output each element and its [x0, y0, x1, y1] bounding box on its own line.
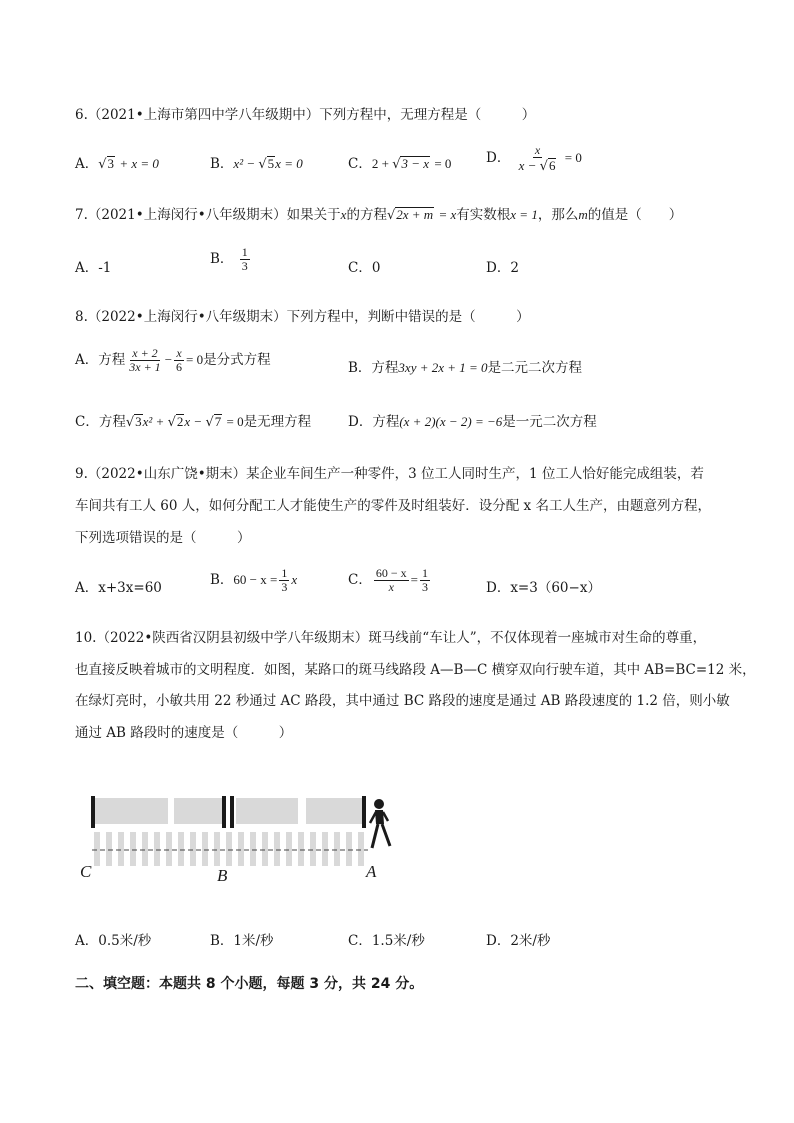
- q10-stem-line2: 也直接反映着城市的文明程度．如图，某路口的斑马线路段 A—B—C 横穿双向行驶车道，其中 AB=BC=12 米，: [75, 662, 756, 678]
- q8-option-b[interactable]: B．方程3xy + 2x + 1 = 0是二元二次方程: [348, 360, 583, 376]
- q10-stem-line3: 在绿灯亮时，小敏共用 22 秒通过 AC 路段，其中通过 BC 路段的速度是通过 AB 路段速度的 1.2 倍，则小敏: [75, 693, 730, 709]
- point-a-label: A: [366, 862, 377, 881]
- q9-option-c[interactable]: C． $\frac{60 - x}{x}$ = $\frac{1}{3}$: [348, 566, 428, 594]
- point-c-label: C: [80, 862, 92, 881]
- q8-stem: 8.（2022•上海闵行•八年级期末）下列方程中，判断中错误的是（ ）: [75, 309, 530, 325]
- q6-option-c[interactable]: C．2 + √3 − x = 0: [348, 156, 452, 172]
- q6-option-d[interactable]: D． $\frac{x}{x - √6}$ = 0: [486, 143, 582, 174]
- q6-stem: 6.（2021•上海市第四中学八年级期中）下列方程中，无理方程是（ ）: [75, 107, 536, 123]
- q8-option-c[interactable]: C．方程√3x² + √2x − √7 = 0是无理方程: [75, 414, 312, 430]
- q7-option-d[interactable]: D．2: [486, 260, 519, 276]
- q10-option-b[interactable]: B．1米/秒: [210, 933, 274, 949]
- radicand: 3: [107, 156, 115, 171]
- q9-option-b[interactable]: B．60 − x = $\frac{1}{3}$ x: [210, 566, 298, 594]
- q9-stem-line3: 下列选项错误的是（ ）: [75, 530, 251, 546]
- q10-stem-line1: 10.（2022•陕西省汉阴县初级中学八年级期末）斑马线前“车让人”，不仅体现着一座城市对生命的尊重，: [75, 630, 707, 646]
- q7-option-b[interactable]: B． $\frac{1}{3}$: [210, 245, 248, 273]
- q8-option-a[interactable]: A．方程 $\frac{x + 2}{3x + 1}$ − $\frac{x}{6}$ = 0是分式方程: [75, 346, 271, 374]
- q9-stem-line1: 9.（2022•山东广饶•期末）某企业车间生产一种零件，3 位工人同时生产，1 位工人恰好能完成组装，若: [75, 466, 704, 482]
- pedestrian-icon: [370, 799, 390, 848]
- q7-stem: 7.（2021•上海闵行•八年级期末）如果关于x的方程√2x + m = x有实数根x = 1，那么m的值是（ ）: [75, 207, 683, 223]
- crosswalk-figure: [70, 790, 410, 890]
- q10-option-c[interactable]: C．1.5米/秒: [348, 933, 425, 949]
- q9-option-d[interactable]: D．x=3（60−x）: [486, 580, 601, 596]
- q10-option-d[interactable]: D．2米/秒: [486, 933, 551, 949]
- q6-option-b[interactable]: B．x² − √5x = 0: [210, 156, 303, 172]
- zebra-stripes: [94, 832, 364, 866]
- q9-stem-line2: 车间共有工人 60 人，如何分配工人才能使生产的零件及时组装好．设分配 x 名工人生产，由题意列方程，: [75, 498, 711, 514]
- q10-option-a[interactable]: A．0.5米/秒: [75, 933, 152, 949]
- q8-option-d[interactable]: D．方程(x + 2)(x − 2) = −6是一元二次方程: [348, 414, 597, 430]
- q6-option-a[interactable]: A．√3 + x = 0: [75, 156, 159, 172]
- point-b-label: B: [217, 866, 228, 885]
- q7-option-c[interactable]: C．0: [348, 260, 381, 276]
- q9-option-a[interactable]: A．x+3x=60: [75, 580, 162, 596]
- q10-stem-line4: 通过 AB 路段时的速度是（ ）: [75, 725, 293, 741]
- section-heading: 二、填空题：本题共 8 个小题，每题 3 分，共 24 分。: [75, 976, 424, 992]
- option-label: A．: [75, 156, 99, 172]
- q7-option-a[interactable]: A．-1: [75, 260, 112, 276]
